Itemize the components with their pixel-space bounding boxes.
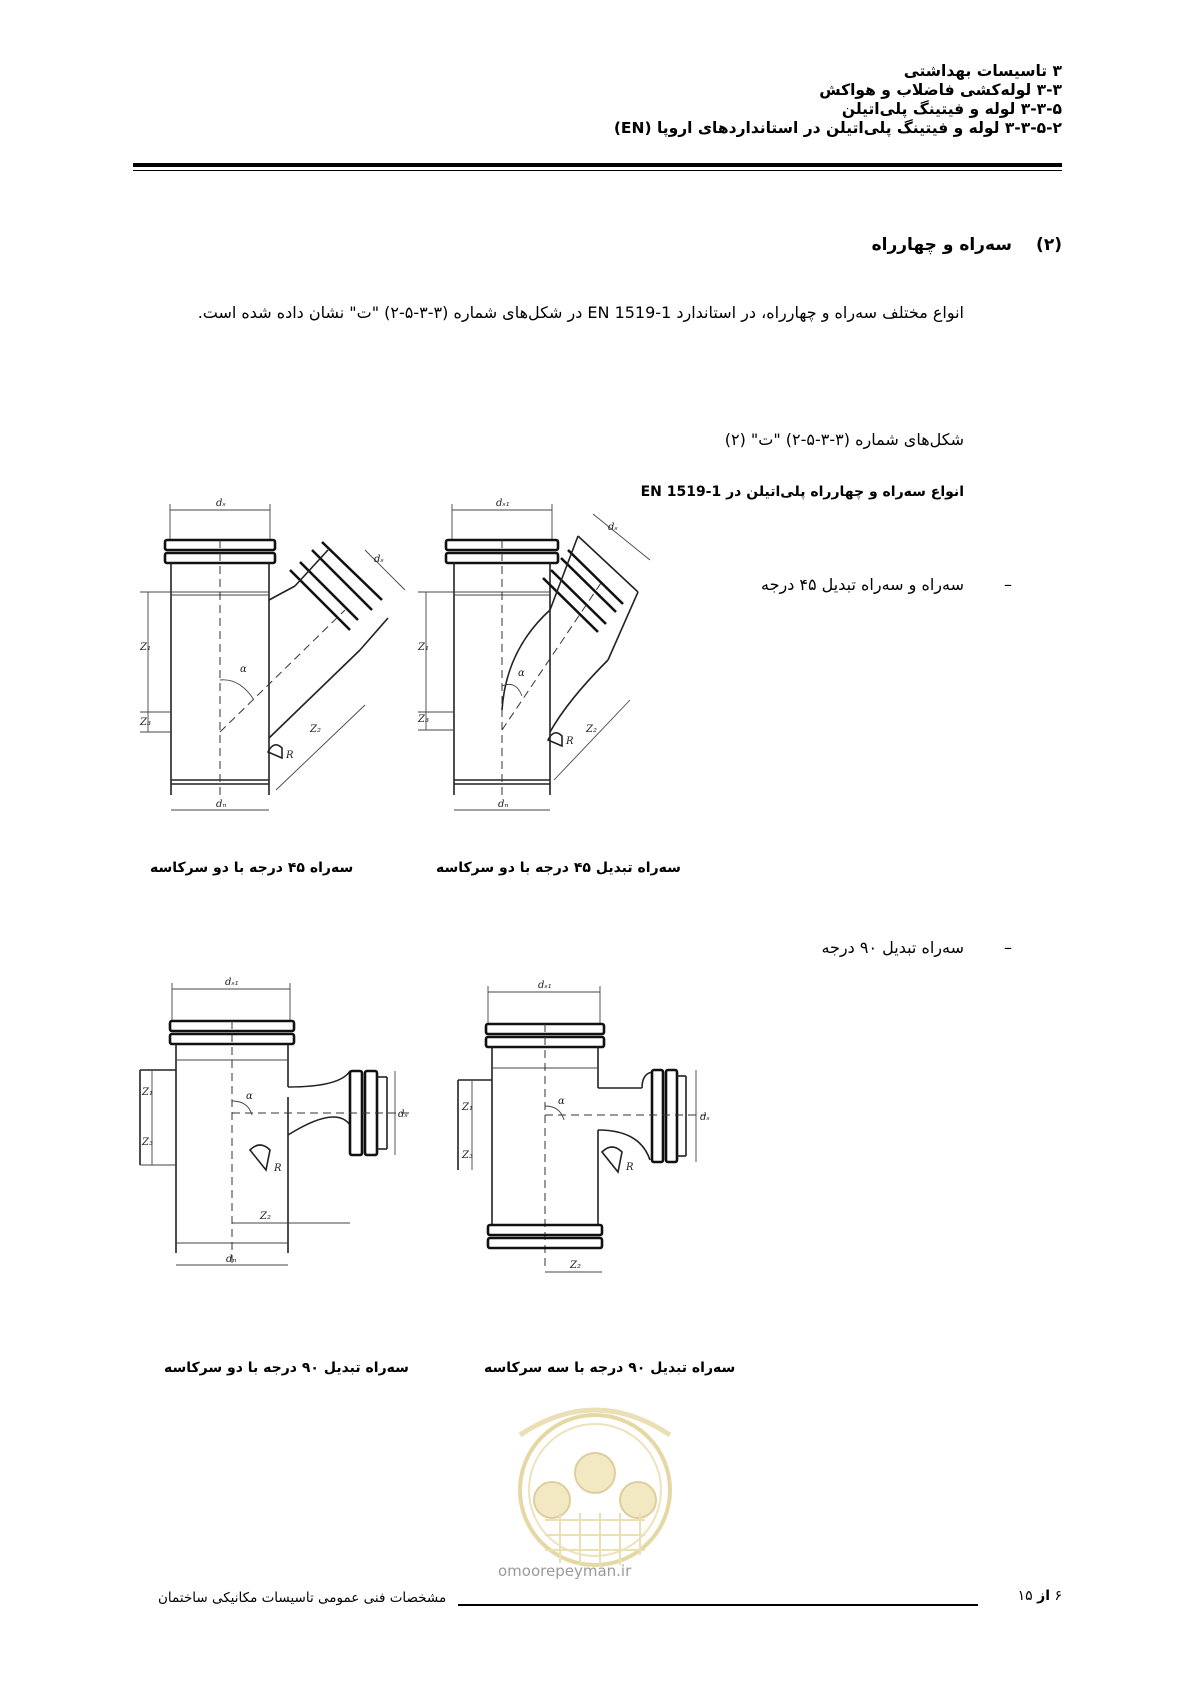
tee90-three-caption: سه‌راه تبدیل ۹۰ درجه با سه سرکاسه (484, 1360, 736, 1376)
label-r: R (274, 1163, 282, 1174)
tee90-three-socket-drawing (450, 980, 720, 1290)
label-alpha: α (518, 668, 525, 679)
label-z2: Z₂ (586, 724, 597, 735)
list-dash: – (1004, 575, 1012, 594)
body-paragraph: انواع مختلف سه‌راه و چهارراه، در استاندارد EN 1519-1 در شکل‌های شماره (۳-۳-۵-۲) "ت" نشان داده شده است. (197, 303, 964, 322)
page-current: ۶ (1054, 1588, 1062, 1604)
label-z2: Z₂ (570, 1260, 581, 1271)
label-dn: dₙ (226, 1254, 237, 1265)
tee45-caption: سه‌راه ۴۵ درجه با دو سرکاسه (150, 860, 354, 876)
header-chapter: ۳ تاسیسات بهداشتی (903, 62, 1062, 80)
list-item (821, 938, 1012, 957)
page-number (1018, 1588, 1062, 1604)
label-alpha: α (558, 1096, 565, 1107)
tee45-reducing-caption: سه‌راه تبدیل ۴۵ درجه با دو سرکاسه (436, 860, 681, 876)
label-ds: dₛ (608, 522, 618, 533)
label-z1: Z₁ (462, 1102, 473, 1113)
header-subsection: ۳-۳-۵ لوله و فیتینگ پلی‌اتیلن (841, 100, 1062, 118)
list-item (761, 575, 1012, 594)
label-ds: dₛ (374, 554, 384, 565)
footer-rule (458, 1604, 978, 1606)
header-section: ۳-۳ لوله‌کشی فاضلاب و هواکش (819, 81, 1062, 99)
watermark-seal (490, 1395, 700, 1575)
list-item-text: سه‌راه و سه‌راه تبدیل ۴۵ درجه (761, 575, 964, 594)
tee90-two-caption: سه‌راه تبدیل ۹۰ درجه با دو سرکاسه (164, 1360, 409, 1376)
label-r: R (286, 750, 294, 761)
header-subsubsection: ۳-۳-۵-۲ لوله و فیتینگ پلی‌اتیلن در استانداردهای اروپا (EN) (613, 119, 1062, 137)
page-total: ۱۵ (1017, 1588, 1033, 1604)
watermark-url: omoorepeyman.ir (498, 1562, 632, 1580)
label-dn: dₙ (498, 799, 509, 810)
label-z2: Z₂ (260, 1211, 271, 1222)
list-dash: – (1004, 938, 1012, 957)
section-title: سه‌راه و چهارراه (871, 235, 1012, 255)
label-z1: Z₁ (418, 642, 429, 653)
label-alpha: α (246, 1091, 253, 1102)
footer-title: مشخصات فنی عمومی تاسیسات مکانیکی ساختمان (158, 1590, 447, 1606)
label-z3: Z₃ (140, 717, 151, 728)
label-z1: Z₁ (142, 1087, 153, 1098)
label-z1: Z₁ (140, 642, 151, 653)
page-of: از (1037, 1588, 1051, 1604)
tee45-reducing-drawing (418, 500, 668, 820)
list-item-text: سه‌راه تبدیل ۹۰ درجه (821, 938, 964, 957)
header-rule-thin (133, 170, 1062, 171)
label-ds1: dₛ₁ (496, 498, 510, 509)
label-z3: Z₃ (142, 1137, 153, 1148)
label-ds1: dₛ₁ (225, 977, 239, 988)
label-z2: Z₂ (310, 724, 321, 735)
page-header (614, 62, 1062, 138)
label-r: R (566, 736, 574, 747)
label-ds1: dₛ₁ (538, 980, 552, 991)
label-z3: Z₃ (462, 1150, 473, 1161)
label-z3: Z₃ (418, 714, 429, 725)
label-r: R (626, 1162, 634, 1173)
figure-caption: شکل‌های شماره (۳-۳-۵-۲) "ت" (۲) (724, 430, 964, 449)
tee90-two-socket-drawing (140, 975, 430, 1285)
section-number: (۲) (1036, 235, 1062, 255)
header-rule-thick (133, 163, 1062, 167)
tee45-drawing (140, 500, 410, 820)
label-ds: dₛ (398, 1109, 408, 1120)
label-ds: dₛ (216, 498, 226, 509)
label-ds: dₛ (700, 1112, 710, 1123)
label-alpha: α (240, 664, 247, 675)
label-dn: dₙ (216, 799, 227, 810)
figure-title: انواع سه‌راه و چهارراه پلی‌اتیلن در EN 1519-1 (640, 484, 964, 500)
